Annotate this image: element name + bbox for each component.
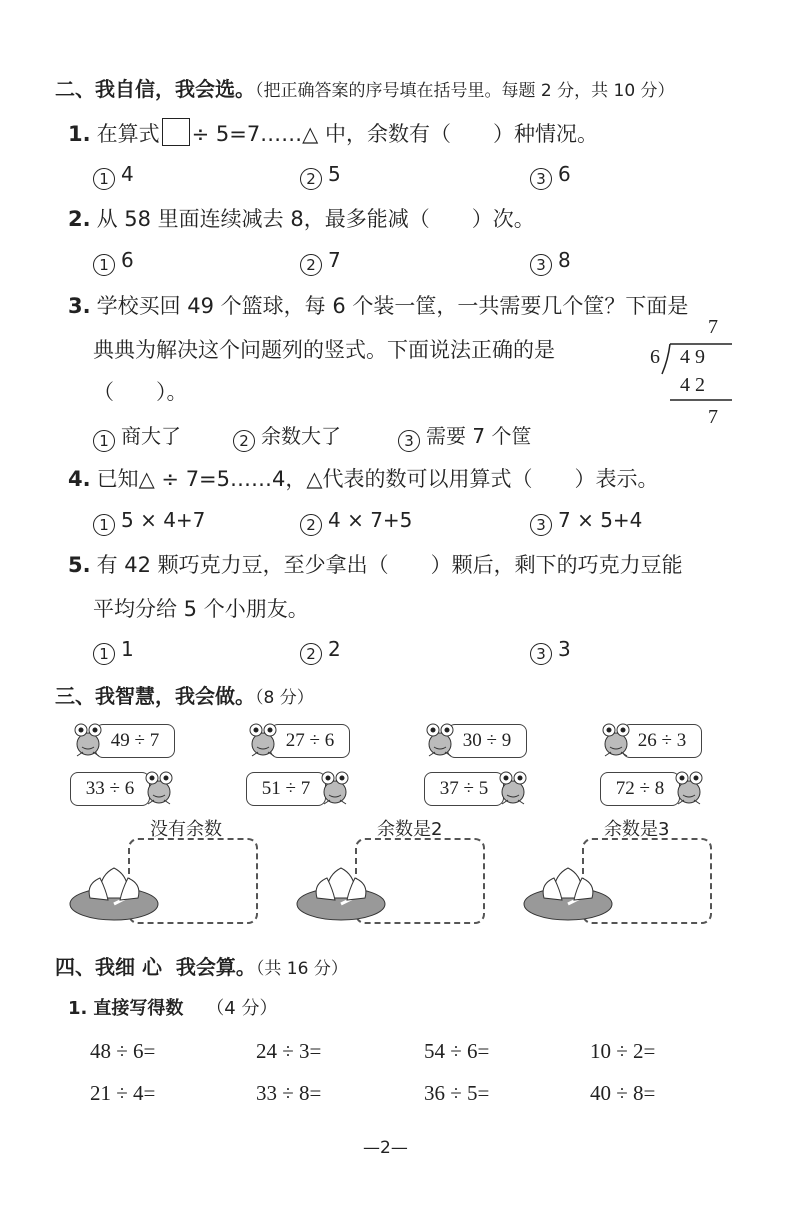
option-text: 7 × 5+4 (558, 508, 643, 532)
lily-label-3: 余数是3 (604, 819, 670, 840)
calc-item[interactable]: 54 ÷ 6= (424, 1039, 490, 1063)
section-4-heading-b: 心 (141, 955, 162, 979)
q1-option-3[interactable] (530, 162, 571, 190)
section-2-note: （把正确答案的序号填在括号里。每题 2 分，共 10 分） (255, 81, 675, 101)
frog-card-7[interactable]: 37 ÷ 5 (424, 772, 504, 806)
frog-card-6[interactable]: 51 ÷ 7 (246, 772, 326, 806)
frog-card-8[interactable]: 72 ÷ 8 (600, 772, 680, 806)
sub-question-title: 直接写得数 (93, 998, 184, 1019)
section-4-title (55, 951, 348, 980)
option-text: 1 (121, 637, 134, 661)
option-circle-icon: 3 (530, 254, 552, 276)
question-number: 1. (68, 122, 91, 146)
frog-icon (424, 720, 456, 760)
q2-option-2[interactable] (300, 248, 341, 276)
option-text: 8 (558, 248, 571, 272)
lily-label-2: 余数是2 (377, 819, 443, 840)
option-text: 2 (328, 637, 341, 661)
question-4 (68, 463, 659, 493)
option-circle-icon: 1 (93, 430, 115, 452)
option-text: 余数大了 (261, 424, 341, 448)
option-circle-icon: 3 (530, 514, 552, 536)
question-3-line-3: （ ）。 (93, 380, 188, 404)
section-4-heading-a: 四、我细 (55, 955, 135, 979)
option-circle-icon: 1 (93, 168, 115, 190)
sub-question-points: （4 分） (206, 998, 278, 1019)
option-circle-icon: 1 (93, 643, 115, 665)
frog-card-5[interactable]: 33 ÷ 6 (70, 772, 150, 806)
sub-question-1 (68, 994, 277, 1020)
frog-card-3[interactable]: 30 ÷ 9 (447, 724, 527, 758)
question-5-line-2: 平均分给 5 个小朋友。 (93, 597, 309, 621)
long-division (640, 312, 740, 432)
q5-option-3[interactable] (530, 637, 571, 665)
q3-option-2[interactable] (233, 420, 341, 452)
question-text: 有 42 颗巧克力豆，至少拿出（ ）颗后，剩下的巧克力豆能 (96, 553, 683, 577)
option-circle-icon: 2 (300, 168, 322, 190)
calc-item[interactable]: 10 ÷ 2= (590, 1039, 656, 1063)
calc-item[interactable]: 48 ÷ 6= (90, 1039, 156, 1063)
question-2 (68, 203, 535, 233)
page-number: —2— (363, 1138, 408, 1158)
option-circle-icon: 1 (93, 514, 115, 536)
section-3-note: （8 分） (255, 688, 314, 708)
question-3-line-2: 典典为解决这个问题列的竖式。下面说法正确的是 (93, 338, 555, 362)
division-quotient: 7 (708, 316, 718, 338)
question-text: 从 58 里面连续减去 8，最多能减（ ）次。 (96, 207, 535, 231)
option-text: 7 (328, 248, 341, 272)
question-number: 4. (68, 467, 91, 491)
question-3 (68, 290, 688, 320)
question-text: 已知△ ÷ 7=5……4，△代表的数可以用算式（ ）表示。 (96, 467, 659, 491)
section-2-title (55, 73, 675, 102)
frog-card-1[interactable]: 49 ÷ 7 (95, 724, 175, 758)
question-text: 学校买回 49 个篮球，每 6 个装一筐，一共需要几个筐？下面是 (96, 294, 689, 318)
question-number: 1. (68, 998, 88, 1019)
q4-option-3[interactable] (530, 508, 642, 536)
q5-option-1[interactable] (93, 637, 134, 665)
calc-item[interactable]: 36 ÷ 5= (424, 1081, 490, 1105)
frog-icon (600, 720, 632, 760)
question-text: ÷ 5=7……△ 中，余数有（ ）种情况。 (191, 122, 599, 146)
option-text: 4 (121, 162, 134, 186)
option-circle-icon: 2 (233, 430, 255, 452)
q2-option-1[interactable] (93, 248, 134, 276)
option-text: 5 (328, 162, 341, 186)
question-number: 3. (68, 294, 91, 318)
option-text: 5 × 4+7 (121, 508, 206, 532)
option-text: 商大了 (121, 424, 181, 448)
question-number: 5. (68, 553, 91, 577)
q3-option-1[interactable] (93, 420, 181, 452)
calc-item[interactable]: 33 ÷ 8= (256, 1081, 322, 1105)
option-circle-icon: 3 (530, 168, 552, 190)
q1-option-2[interactable] (300, 162, 341, 190)
option-circle-icon: 3 (530, 643, 552, 665)
frog-icon (319, 768, 351, 808)
section-4-heading-c: 我会算。 (175, 955, 256, 979)
frog-card-2[interactable]: 27 ÷ 6 (270, 724, 350, 758)
option-text: 3 (558, 637, 571, 661)
division-product: 4 2 (680, 374, 705, 396)
q3-option-3[interactable] (398, 420, 531, 452)
question-5 (68, 549, 683, 579)
q5-option-2[interactable] (300, 637, 341, 665)
lily-label-1: 没有余数 (150, 819, 222, 840)
lotus-icon (295, 858, 387, 922)
option-circle-icon: 2 (300, 643, 322, 665)
frog-icon (247, 720, 279, 760)
calc-item[interactable]: 40 ÷ 8= (590, 1081, 656, 1105)
section-2-heading: 二、我自信，我会选。 (55, 77, 255, 101)
question-text: 在算式 (96, 122, 160, 146)
lotus-icon (522, 858, 614, 922)
q2-option-3[interactable] (530, 248, 571, 276)
division-bracket (640, 312, 740, 432)
division-dividend: 4 9 (680, 346, 705, 368)
option-circle-icon: 1 (93, 254, 115, 276)
calc-item[interactable]: 21 ÷ 4= (90, 1081, 156, 1105)
calc-item[interactable]: 24 ÷ 3= (256, 1039, 322, 1063)
frog-icon (673, 768, 705, 808)
section-4-note: （共 16 分） (255, 959, 348, 979)
q1-option-1[interactable] (93, 162, 134, 190)
division-divisor: 6 (650, 346, 660, 368)
frog-icon (497, 768, 529, 808)
frog-icon (72, 720, 104, 760)
section-3-title (55, 680, 314, 709)
question-number: 2. (68, 207, 91, 231)
option-circle-icon: 3 (398, 430, 420, 452)
section-3-heading: 三、我智慧，我会做。 (55, 684, 255, 708)
question-1 (68, 118, 598, 148)
lotus-icon (68, 858, 160, 922)
option-text: 4 × 7+5 (328, 508, 413, 532)
frog-card-4[interactable]: 26 ÷ 3 (622, 724, 702, 758)
option-text: 6 (121, 248, 134, 272)
blank-box[interactable] (162, 118, 190, 146)
option-text: 6 (558, 162, 571, 186)
division-remainder: 7 (708, 406, 718, 428)
option-text: 需要 7 个筐 (426, 424, 532, 448)
frog-icon (143, 768, 175, 808)
q4-option-2[interactable] (300, 508, 412, 536)
q4-option-1[interactable] (93, 508, 205, 536)
option-circle-icon: 2 (300, 254, 322, 276)
option-circle-icon: 2 (300, 514, 322, 536)
